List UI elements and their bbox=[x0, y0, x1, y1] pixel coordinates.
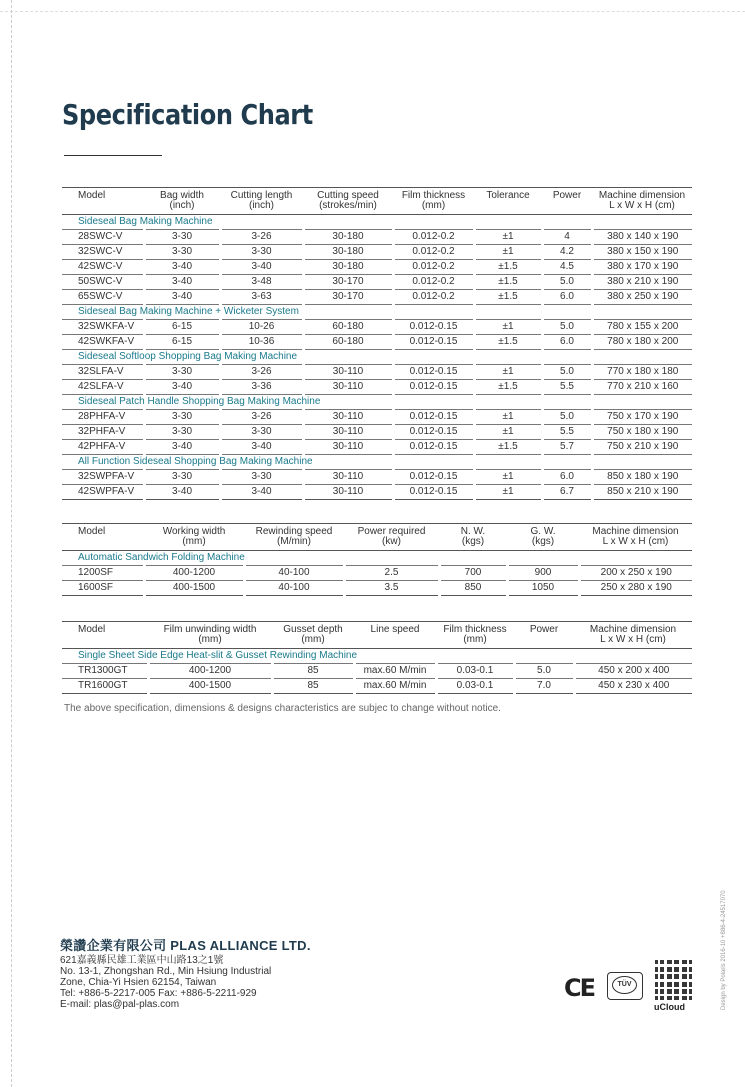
table-cell: 0.03-0.1 bbox=[436, 664, 514, 679]
model-cell: 32SWPFA-V bbox=[62, 470, 144, 485]
column-header-unit: (kgs) bbox=[461, 536, 485, 547]
table-cell: 3-30 bbox=[144, 365, 220, 380]
ce-mark-icon: CE bbox=[564, 974, 595, 1002]
table-cell: 780 x 155 x 200 bbox=[592, 320, 692, 335]
table-row bbox=[62, 425, 692, 440]
table-cell: 6.0 bbox=[542, 470, 592, 485]
table-cell: 6.7 bbox=[542, 485, 592, 500]
table-cell: ±1 bbox=[474, 230, 542, 245]
section-row bbox=[62, 215, 692, 230]
column-header-label: Cutting speed bbox=[317, 190, 379, 201]
rewinding-machine-spec-table bbox=[62, 621, 692, 694]
column-header-unit: L x W x H (cm) bbox=[609, 200, 675, 211]
table-cell: 60-180 bbox=[303, 320, 393, 335]
table-cell: 780 x 180 x 200 bbox=[592, 335, 692, 350]
table-cell: 5.5 bbox=[542, 380, 592, 395]
header-row bbox=[62, 524, 692, 551]
table-row bbox=[62, 380, 692, 395]
section-title: Sideseal Softloop Shopping Bag Making Machine bbox=[62, 350, 692, 365]
column-header-unit: (mm) bbox=[198, 634, 222, 645]
table-cell: 3-40 bbox=[144, 290, 220, 305]
table-cell: 750 x 170 x 190 bbox=[592, 410, 692, 425]
table-cell: 3-30 bbox=[144, 245, 220, 260]
column-header bbox=[514, 622, 574, 649]
table-cell: 1050 bbox=[507, 581, 579, 596]
table-row bbox=[62, 566, 692, 581]
column-header bbox=[144, 524, 244, 551]
table-cell: 0.012-0.15 bbox=[393, 335, 474, 350]
column-header bbox=[144, 188, 220, 215]
column-header-label: Machine dimension bbox=[592, 526, 679, 537]
column-header-label: N. W. bbox=[460, 526, 486, 537]
table-cell: ±1.5 bbox=[474, 335, 542, 350]
table-cell: 3-40 bbox=[144, 275, 220, 290]
table-cell: 6-15 bbox=[144, 320, 220, 335]
table-cell: 0.012-0.2 bbox=[393, 230, 474, 245]
table-row bbox=[62, 365, 692, 380]
section-title: Sideseal Bag Making Machine bbox=[62, 215, 692, 230]
table-cell: 770 x 180 x 180 bbox=[592, 365, 692, 380]
table-cell: 30-110 bbox=[303, 380, 393, 395]
table-cell: 400-1200 bbox=[144, 566, 244, 581]
column-header bbox=[344, 524, 439, 551]
table-cell: ±1 bbox=[474, 365, 542, 380]
column-header bbox=[393, 188, 474, 215]
column-header-label: Film thickness bbox=[401, 190, 466, 201]
table-row bbox=[62, 581, 692, 596]
table-cell: 30-110 bbox=[303, 410, 393, 425]
column-header-unit: (M/min) bbox=[277, 536, 311, 547]
address-line-1: No. 13-1, Zhongshan Rd., Min Hsiung Industrial bbox=[60, 966, 272, 977]
table-cell: 30-180 bbox=[303, 230, 393, 245]
table-cell: 4.5 bbox=[542, 260, 592, 275]
column-header-label: Machine dimension bbox=[589, 624, 677, 635]
header-row bbox=[62, 622, 692, 649]
table-cell: ±1 bbox=[474, 320, 542, 335]
section-row bbox=[62, 350, 692, 365]
column-header-label: Bag width bbox=[160, 190, 204, 201]
table-cell: 0.012-0.15 bbox=[393, 410, 474, 425]
table-cell: 3-26 bbox=[220, 365, 303, 380]
table-cell: ±1.5 bbox=[474, 290, 542, 305]
title-underline bbox=[64, 155, 162, 156]
table-cell: 750 x 210 x 190 bbox=[592, 440, 692, 455]
column-header-label: Model bbox=[78, 624, 106, 635]
column-header-label: Power bbox=[552, 190, 582, 201]
table-cell: 0.012-0.15 bbox=[393, 320, 474, 335]
table-cell: 3-48 bbox=[220, 275, 303, 290]
table-cell: 0.012-0.15 bbox=[393, 440, 474, 455]
model-cell: 50SWC-V bbox=[62, 275, 144, 290]
column-header bbox=[62, 622, 148, 649]
table-cell: 5.5 bbox=[542, 425, 592, 440]
table-cell: 3.5 bbox=[344, 581, 439, 596]
table-cell: 380 x 210 x 190 bbox=[592, 275, 692, 290]
column-header bbox=[542, 188, 592, 215]
model-cell: 28PHFA-V bbox=[62, 410, 144, 425]
design-credit: Design by Polaris 2016-10 +886-4-24517070 bbox=[721, 890, 727, 1010]
column-header bbox=[574, 622, 692, 649]
column-header-label: Power required bbox=[357, 526, 426, 537]
table-cell: 30-180 bbox=[303, 245, 393, 260]
table-cell: 30-110 bbox=[303, 425, 393, 440]
table-cell: ±1 bbox=[474, 410, 542, 425]
section-title: All Function Sideseal Shopping Bag Making Machine bbox=[62, 455, 692, 470]
model-cell: TR1300GT bbox=[62, 664, 148, 679]
model-cell: 42PHFA-V bbox=[62, 440, 144, 455]
column-header-label: Machine dimension bbox=[598, 190, 686, 201]
column-header-label: Power bbox=[529, 624, 559, 635]
qr-code-icon[interactable] bbox=[652, 958, 692, 1000]
table-cell: ±1.5 bbox=[474, 440, 542, 455]
table-row bbox=[62, 275, 692, 290]
column-header-label: Working width bbox=[162, 526, 226, 537]
folding-machine-spec-table bbox=[62, 523, 692, 596]
model-cell: 32SWC-V bbox=[62, 245, 144, 260]
section-title: Sideseal Bag Making Machine + Wicketer System bbox=[62, 305, 692, 320]
model-cell: 65SWC-V bbox=[62, 290, 144, 305]
table-cell: ±1.5 bbox=[474, 275, 542, 290]
column-header bbox=[244, 524, 344, 551]
column-header bbox=[220, 188, 303, 215]
table-row bbox=[62, 260, 692, 275]
table-cell: 3-40 bbox=[144, 380, 220, 395]
table-row bbox=[62, 230, 692, 245]
table-cell: ±1 bbox=[474, 485, 542, 500]
table-cell: 4.2 bbox=[542, 245, 592, 260]
table-cell: 3-30 bbox=[220, 425, 303, 440]
table-row bbox=[62, 440, 692, 455]
company-name: 榮讚企業有限公司 PLAS ALLIANCE LTD. bbox=[60, 938, 311, 953]
table-cell: 10-26 bbox=[220, 320, 303, 335]
table-row bbox=[62, 470, 692, 485]
table-cell: 380 x 140 x 190 bbox=[592, 230, 692, 245]
table-cell: 250 x 280 x 190 bbox=[579, 581, 692, 596]
column-header bbox=[474, 188, 542, 215]
table-cell: 400-1500 bbox=[148, 679, 272, 694]
table-cell: 3-30 bbox=[220, 470, 303, 485]
column-header-label: Cutting length bbox=[230, 190, 293, 201]
table-cell: 380 x 150 x 190 bbox=[592, 245, 692, 260]
table-cell: 380 x 250 x 190 bbox=[592, 290, 692, 305]
model-cell: 1200SF bbox=[62, 566, 144, 581]
model-cell: 42SWPFA-V bbox=[62, 485, 144, 500]
table-cell: 450 x 200 x 400 bbox=[574, 664, 692, 679]
column-header bbox=[62, 524, 144, 551]
page-left-trim bbox=[0, 0, 12, 1087]
table-cell: 3-30 bbox=[144, 410, 220, 425]
table-cell: 30-110 bbox=[303, 365, 393, 380]
certification-logos bbox=[562, 958, 694, 1013]
table-row bbox=[62, 320, 692, 335]
column-header-unit: (mm) bbox=[182, 536, 206, 547]
column-header-unit: (inch) bbox=[169, 200, 195, 211]
table-cell: 0.012-0.15 bbox=[393, 380, 474, 395]
column-header-label: Gusset depth bbox=[283, 624, 343, 635]
phone-fax: Tel: +886-5-2217-005 Fax: +886-5-2211-929 bbox=[60, 988, 257, 999]
model-cell: 32PHFA-V bbox=[62, 425, 144, 440]
table-cell: 3-40 bbox=[220, 440, 303, 455]
section-row bbox=[62, 649, 692, 664]
column-header bbox=[272, 622, 354, 649]
table-row bbox=[62, 245, 692, 260]
table-cell: 4 bbox=[542, 230, 592, 245]
table-cell: 900 bbox=[507, 566, 579, 581]
table-cell: 0.012-0.15 bbox=[393, 365, 474, 380]
table-cell: 3-30 bbox=[144, 470, 220, 485]
table-cell: 0.012-0.2 bbox=[393, 260, 474, 275]
section-title: Single Sheet Side Edge Heat-slit & Gusset Rewinding Machine bbox=[62, 649, 692, 664]
column-header-unit: (kw) bbox=[382, 536, 401, 547]
column-header-label: Rewinding speed bbox=[255, 526, 333, 537]
table-row bbox=[62, 410, 692, 425]
table-cell: 10-36 bbox=[220, 335, 303, 350]
column-header bbox=[439, 524, 507, 551]
table-cell: 5.0 bbox=[514, 664, 574, 679]
table-cell: 3-30 bbox=[220, 245, 303, 260]
page-top-trim bbox=[0, 0, 745, 12]
table-cell: 5.0 bbox=[542, 320, 592, 335]
column-header-unit: (strokes/min) bbox=[319, 200, 377, 211]
table-cell: 850 bbox=[439, 581, 507, 596]
table-cell: 450 x 230 x 400 bbox=[574, 679, 692, 694]
table-cell: 6.0 bbox=[542, 335, 592, 350]
table-cell: 30-170 bbox=[303, 290, 393, 305]
column-header-label: Model bbox=[78, 526, 106, 537]
column-header-label: G. W. bbox=[530, 526, 556, 537]
ucloud-label: uCloud bbox=[654, 1002, 685, 1012]
table-cell: 40-100 bbox=[244, 581, 344, 596]
table-cell: 3-40 bbox=[220, 485, 303, 500]
model-cell: 42SWKFA-V bbox=[62, 335, 144, 350]
table-cell: 30-110 bbox=[303, 470, 393, 485]
table-cell: 0.03-0.1 bbox=[436, 679, 514, 694]
table-cell: 40-100 bbox=[244, 566, 344, 581]
table-cell: ±1 bbox=[474, 245, 542, 260]
table-cell: 30-170 bbox=[303, 275, 393, 290]
model-cell: 42SWC-V bbox=[62, 260, 144, 275]
table-cell: 700 bbox=[439, 566, 507, 581]
column-header-unit: L x W x H (cm) bbox=[602, 536, 669, 547]
table-cell: 5.0 bbox=[542, 410, 592, 425]
table-cell: ±1 bbox=[474, 425, 542, 440]
section-title: Automatic Sandwich Folding Machine bbox=[62, 551, 692, 566]
column-header-unit: (mm) bbox=[463, 634, 487, 645]
table-cell: 85 bbox=[272, 664, 354, 679]
bag-machine-spec-table bbox=[62, 187, 692, 500]
model-cell: 42SLFA-V bbox=[62, 380, 144, 395]
table-cell: 850 x 180 x 190 bbox=[592, 470, 692, 485]
table-cell: 3-30 bbox=[144, 230, 220, 245]
column-header bbox=[354, 622, 436, 649]
table-cell: ±1.5 bbox=[474, 260, 542, 275]
section-row bbox=[62, 551, 692, 566]
table-cell: 400-1200 bbox=[148, 664, 272, 679]
column-header-label: Tolerance bbox=[486, 190, 530, 201]
table-cell: 380 x 170 x 190 bbox=[592, 260, 692, 275]
table-cell: 770 x 210 x 160 bbox=[592, 380, 692, 395]
table-cell: 6.0 bbox=[542, 290, 592, 305]
model-cell: TR1600GT bbox=[62, 679, 148, 694]
table-cell: 85 bbox=[272, 679, 354, 694]
table-cell: 2.5 bbox=[344, 566, 439, 581]
table-cell: 30-180 bbox=[303, 260, 393, 275]
table-cell: max.60 M/min bbox=[354, 679, 436, 694]
table-row bbox=[62, 485, 692, 500]
table-cell: 5.7 bbox=[542, 440, 592, 455]
table-cell: 5.0 bbox=[542, 275, 592, 290]
column-header-label: Film unwinding width bbox=[163, 624, 257, 635]
table-row bbox=[62, 679, 692, 694]
table-cell: 60-180 bbox=[303, 335, 393, 350]
section-row bbox=[62, 455, 692, 470]
table-row bbox=[62, 290, 692, 305]
table-cell: 3-30 bbox=[144, 425, 220, 440]
column-header-label: Film thickness bbox=[443, 624, 507, 635]
table-cell: ±1 bbox=[474, 470, 542, 485]
model-cell: 28SWC-V bbox=[62, 230, 144, 245]
table-cell: 400-1500 bbox=[144, 581, 244, 596]
column-header-unit: (kgs) bbox=[531, 536, 555, 547]
table-cell: ±1.5 bbox=[474, 380, 542, 395]
table-cell: 0.012-0.15 bbox=[393, 485, 474, 500]
tuv-logo-text: TÜV bbox=[612, 976, 637, 994]
table-cell: 200 x 250 x 190 bbox=[579, 566, 692, 581]
company-info bbox=[60, 940, 311, 1010]
section-row bbox=[62, 395, 692, 410]
section-row bbox=[62, 305, 692, 320]
address-chinese: 621嘉義縣民雄工業區中山路13之1號 bbox=[60, 955, 224, 966]
column-header-unit: L x W x H (cm) bbox=[600, 634, 666, 645]
column-header-unit: (inch) bbox=[248, 200, 274, 211]
column-header bbox=[303, 188, 393, 215]
table-cell: 3-26 bbox=[220, 230, 303, 245]
table-cell: 0.012-0.2 bbox=[393, 275, 474, 290]
column-header-label: Model bbox=[78, 190, 106, 201]
table-cell: 850 x 210 x 190 bbox=[592, 485, 692, 500]
table-cell: 3-40 bbox=[220, 260, 303, 275]
email: E-mail: plas@pal-plas.com bbox=[60, 999, 180, 1010]
model-cell: 32SWKFA-V bbox=[62, 320, 144, 335]
model-cell: 1600SF bbox=[62, 581, 144, 596]
table-cell: max.60 M/min bbox=[354, 664, 436, 679]
table-cell: 3-63 bbox=[220, 290, 303, 305]
table-row bbox=[62, 335, 692, 350]
table-cell: 750 x 180 x 190 bbox=[592, 425, 692, 440]
table-cell: 0.012-0.2 bbox=[393, 290, 474, 305]
table-cell: 0.012-0.2 bbox=[393, 245, 474, 260]
column-header bbox=[592, 188, 692, 215]
table-cell: 0.012-0.15 bbox=[393, 470, 474, 485]
column-header-unit: (mm) bbox=[301, 634, 325, 645]
table-row bbox=[62, 664, 692, 679]
header-row bbox=[62, 188, 692, 215]
column-header bbox=[436, 622, 514, 649]
column-header bbox=[579, 524, 692, 551]
column-header bbox=[148, 622, 272, 649]
table-cell: 3-40 bbox=[144, 485, 220, 500]
table-cell: 3-26 bbox=[220, 410, 303, 425]
table-cell: 3-40 bbox=[144, 260, 220, 275]
model-cell: 32SLFA-V bbox=[62, 365, 144, 380]
column-header bbox=[62, 188, 144, 215]
address-line-2: Zone, Chia-Yi Hsien 62154, Taiwan bbox=[60, 977, 217, 988]
column-header-unit: (mm) bbox=[421, 200, 446, 211]
table-cell: 7.0 bbox=[514, 679, 574, 694]
disclaimer-note: The above specification, dimensions & designs characteristics are subjec to change without notice. bbox=[64, 703, 501, 714]
table-cell: 30-110 bbox=[303, 440, 393, 455]
section-title: Sideseal Patch Handle Shopping Bag Making Machine bbox=[62, 395, 692, 410]
page-title: Specification Chart bbox=[62, 98, 313, 131]
table-cell: 30-110 bbox=[303, 485, 393, 500]
table-cell: 0.012-0.15 bbox=[393, 425, 474, 440]
table-cell: 6-15 bbox=[144, 335, 220, 350]
table-cell: 3-36 bbox=[220, 380, 303, 395]
column-header-label: Line speed bbox=[370, 624, 420, 635]
table-cell: 5.0 bbox=[542, 365, 592, 380]
tuv-logo-icon bbox=[607, 972, 643, 1000]
table-cell: 3-40 bbox=[144, 440, 220, 455]
column-header bbox=[507, 524, 579, 551]
